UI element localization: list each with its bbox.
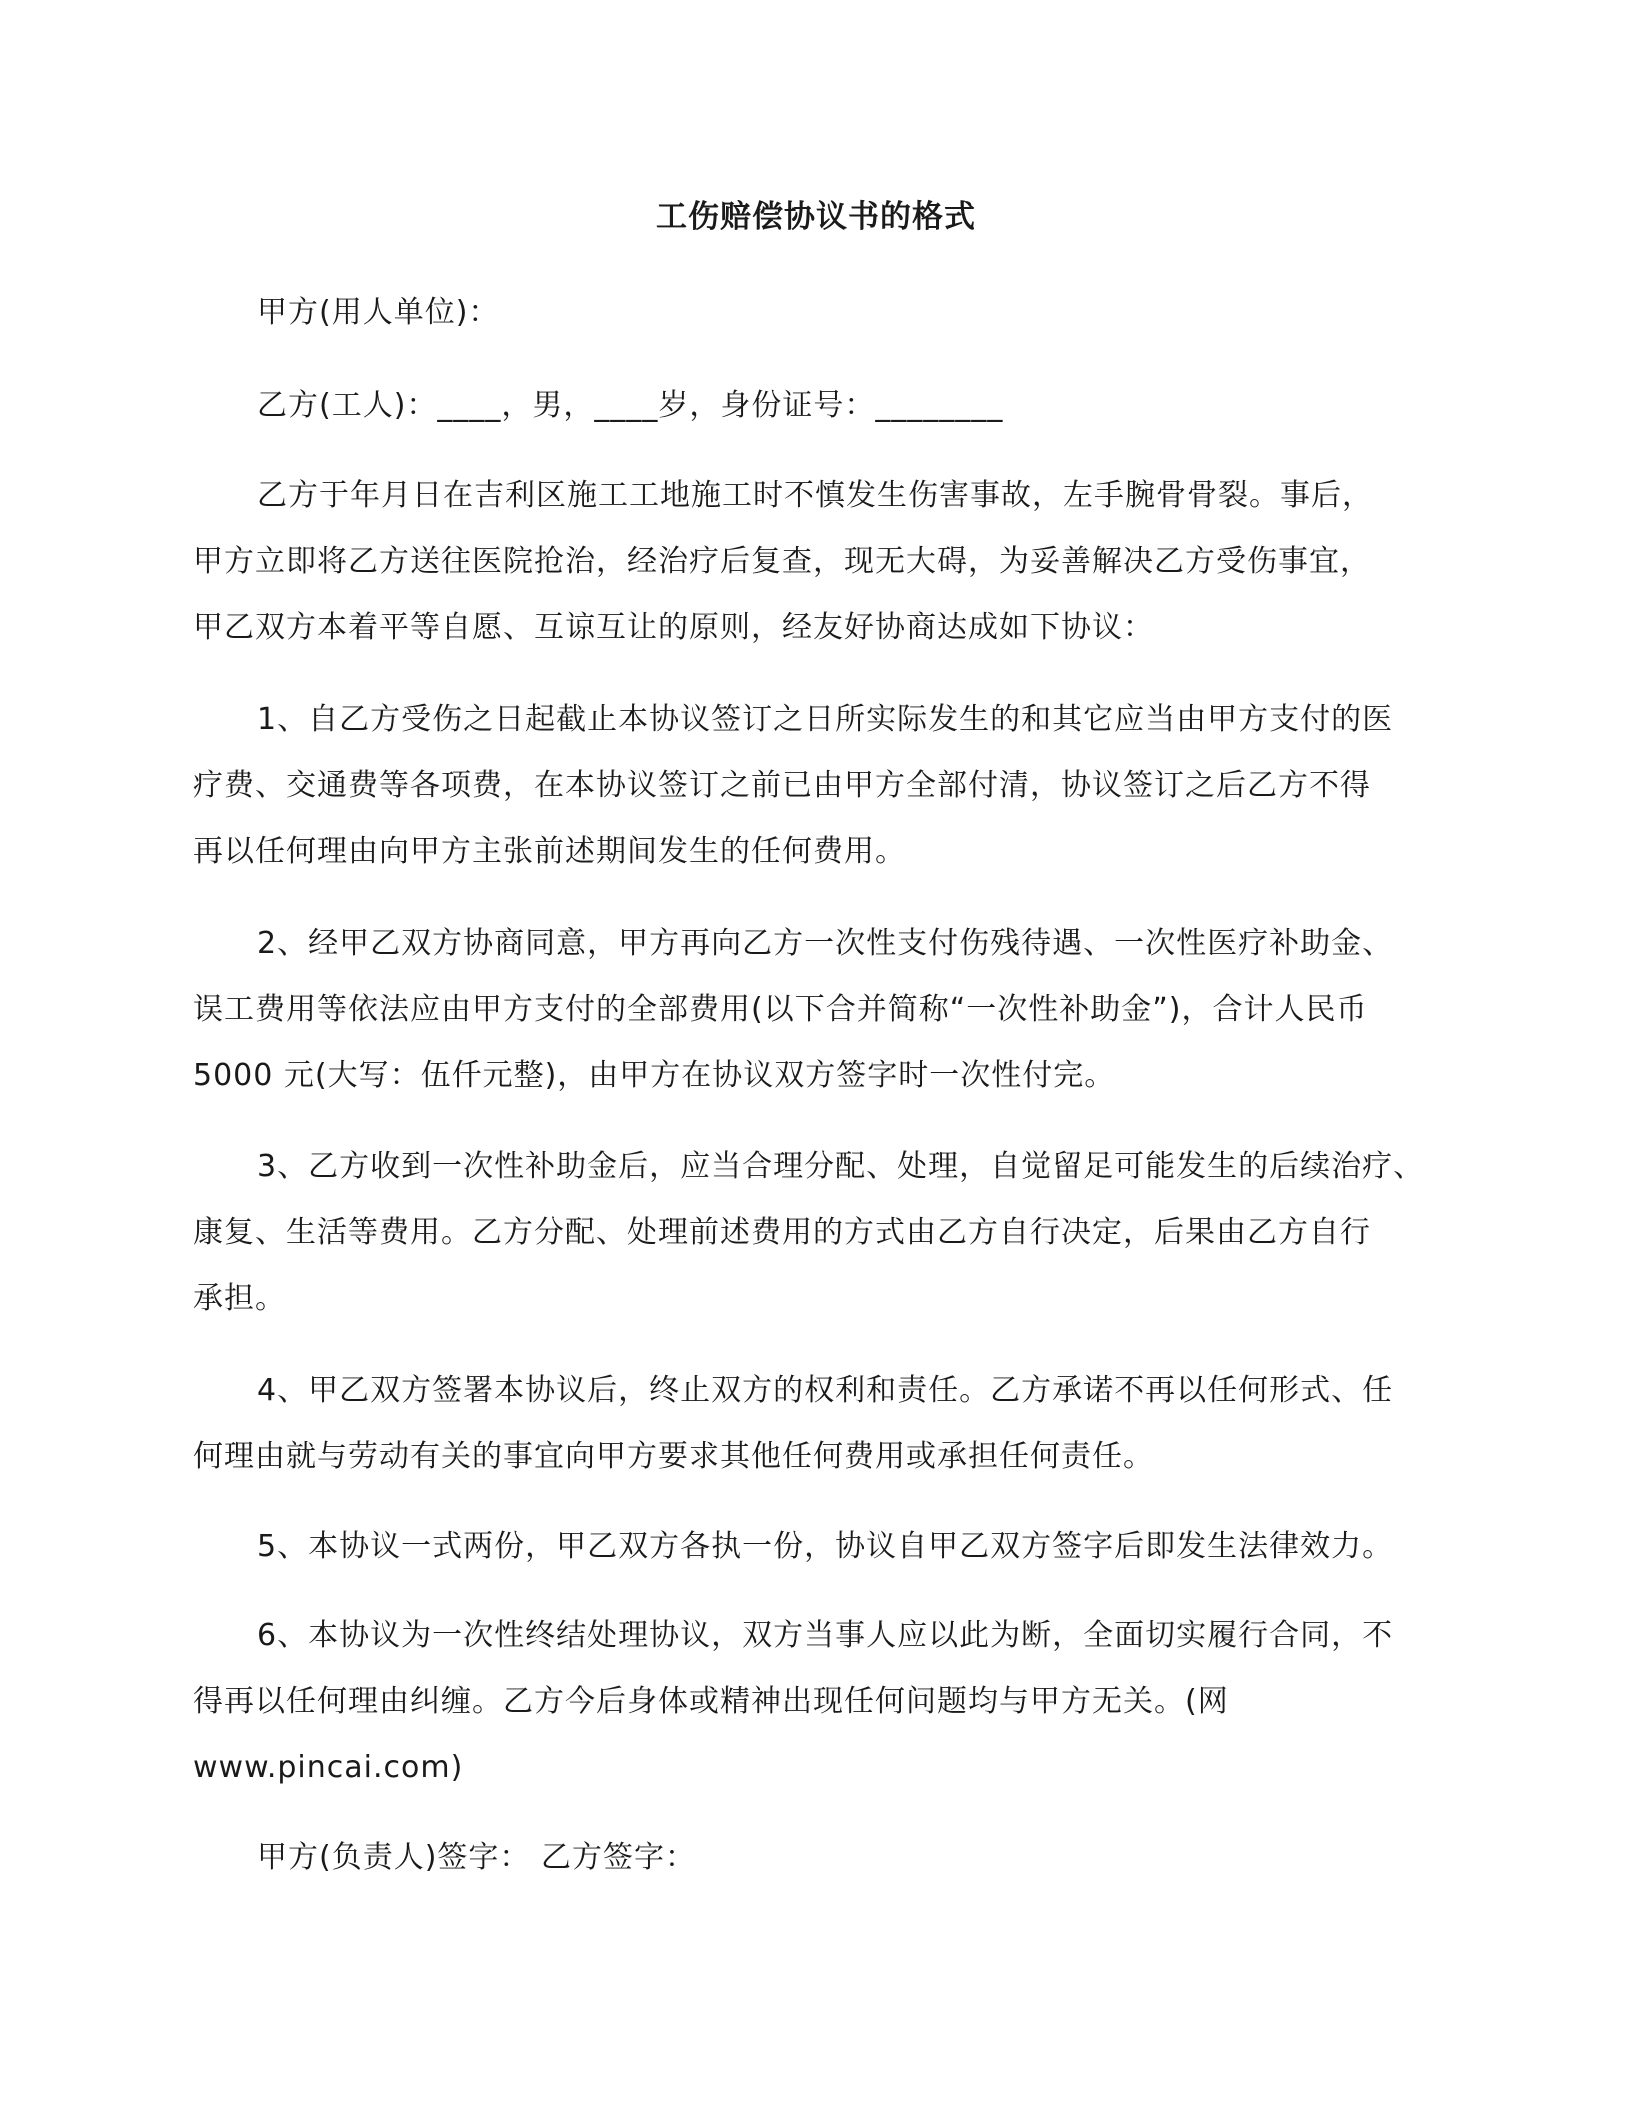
clause-line: 5000 元(大写：伍仟元整)，由甲方在协议双方签字时一次性付完。 xyxy=(193,1058,1116,1093)
clause-6 xyxy=(193,1603,1428,1801)
clause-1 xyxy=(193,687,1428,885)
document-title: 工伤赔偿协议书的格式 xyxy=(656,199,976,235)
clause-2 xyxy=(193,911,1428,1109)
intro-paragraph xyxy=(193,463,1428,661)
intro-line: 甲乙双方本着平等自愿、互谅互让的原则，经友好协商达成如下协议： xyxy=(193,610,1154,645)
clause-3 xyxy=(193,1134,1428,1332)
party-b-line: 乙方(工人)：____，男，____岁，身份证号：________ xyxy=(257,388,1004,423)
party-a-line: 甲方(用人单位)： xyxy=(257,295,500,330)
clause-4 xyxy=(193,1358,1428,1490)
clause-line: 承担。 xyxy=(193,1281,286,1316)
intro-line: 甲方立即将乙方送往医院抢治，经治疗后复查，现无大碍，为妥善解决乙方受伤事宜， xyxy=(193,544,1371,579)
intro-line: 乙方于年月日在吉利区施工工地施工时不慎发生伤害事故，左手腕骨骨裂。事后， xyxy=(257,478,1373,513)
clause-line: 何理由就与劳动有关的事宜向甲方要求其他任何费用或承担任何责任。 xyxy=(193,1439,1154,1474)
clause-line: 3、乙方收到一次性补助金后，应当合理分配、处理，自觉留足可能发生的后续治疗、 xyxy=(257,1149,1425,1184)
clause-line: 误工费用等依法应由甲方支付的全部费用(以下合并简称“一次性补助金”)，合计人民币 xyxy=(193,992,1368,1027)
clause-line: www.pincai.com) xyxy=(193,1750,464,1785)
clause-line: 1、自乙方受伤之日起截止本协议签订之日所实际发生的和其它应当由甲方支付的医 xyxy=(257,702,1394,737)
clause-line: 疗费、交通费等各项费，在本协议签订之前已由甲方全部付清，协议签订之后乙方不得 xyxy=(193,768,1371,803)
clause-line: 5、本协议一式两份，甲乙双方各执一份，协议自甲乙双方签字后即发生法律效力。 xyxy=(257,1529,1394,1564)
signature-line: 甲方(负责人)签字： 乙方签字： xyxy=(257,1840,696,1875)
clause-line: 2、经甲乙双方协商同意，甲方再向乙方一次性支付伤残待遇、一次性医疗补助金、 xyxy=(257,926,1394,961)
clause-line: 再以任何理由向甲方主张前述期间发生的任何费用。 xyxy=(193,834,906,869)
clause-line: 4、甲乙双方签署本协议后，终止双方的权利和责任。乙方承诺不再以任何形式、任 xyxy=(257,1373,1394,1408)
clause-line: 6、本协议为一次性终结处理协议，双方当事人应以此为断，全面切实履行合同，不 xyxy=(257,1618,1394,1653)
clause-line: 得再以任何理由纠缠。乙方今后身体或精神出现任何问题均与甲方无关。(网 xyxy=(193,1684,1229,1719)
clause-line: 康复、生活等费用。乙方分配、处理前述费用的方式由乙方自行决定，后果由乙方自行 xyxy=(193,1215,1371,1250)
clause-5 xyxy=(193,1514,1428,1580)
